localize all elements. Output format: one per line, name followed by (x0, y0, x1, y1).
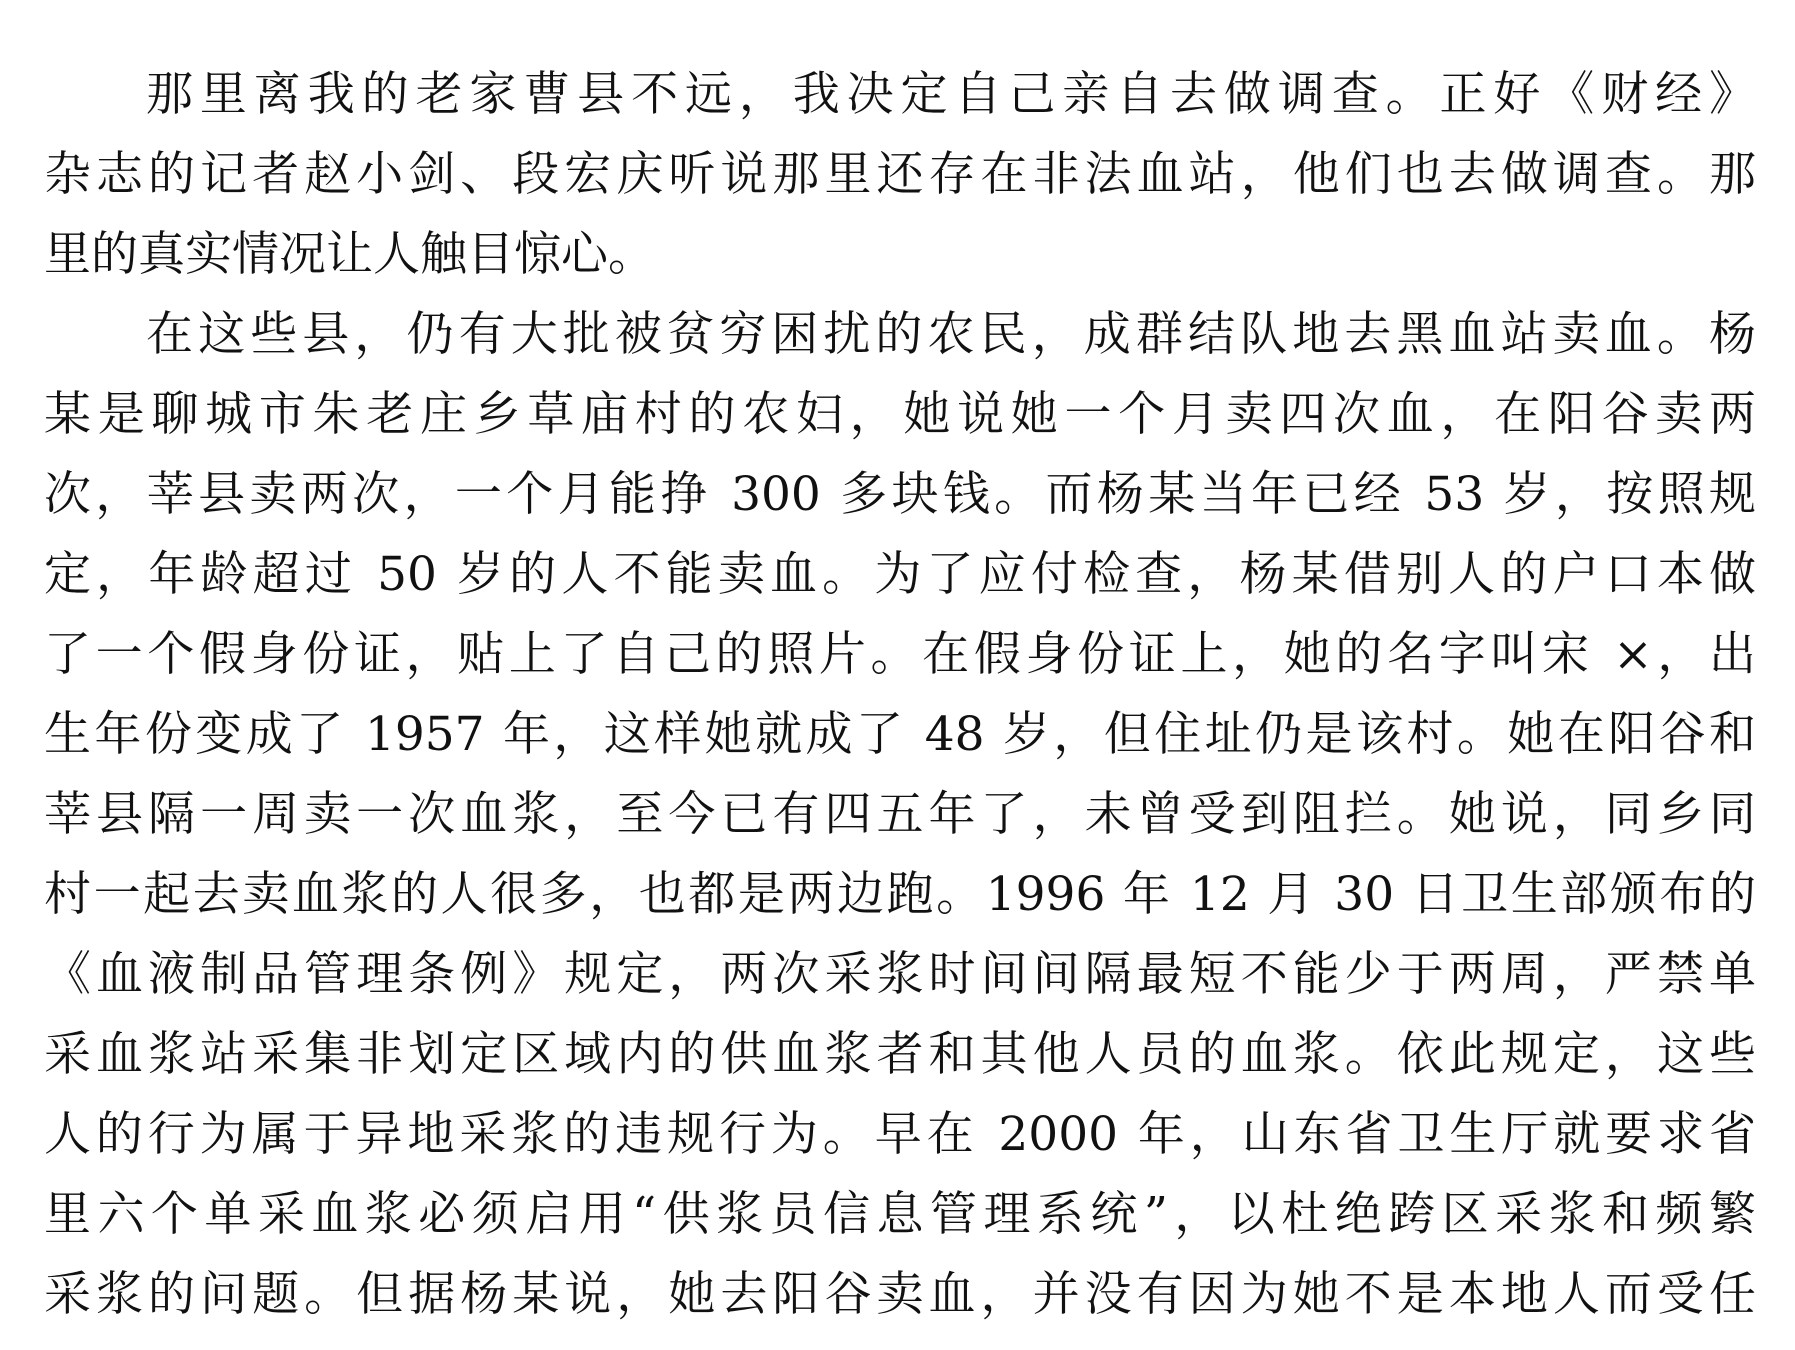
paragraph-1-line-1: 那里离我的老家曹县不远，我决定自己亲自去做调查。正好《财经》 (146, 67, 1756, 122)
paragraph-2-line-6: 生年份变成了 1957 年，这样她就成了 48 岁，但住址仍是该村。她在阳谷和 (44, 707, 1756, 762)
paragraph-2-line-5: 了一个假身份证，贴上了自己的照片。在假身份证上，她的名字叫宋 ×，出 (44, 627, 1756, 682)
paragraph-2-line-4: 定，年龄超过 50 岁的人不能卖血。为了应付检查，杨某借别人的户口本做 (44, 547, 1756, 602)
paragraph-2-line-2: 某是聊城市朱老庄乡草庙村的农妇，她说她一个月卖四次血，在阳谷卖两 (44, 387, 1756, 442)
paragraph-1-line-2: 杂志的记者赵小剑、段宏庆听说那里还存在非法血站，他们也去做调查。那 (44, 147, 1756, 202)
paragraph-2-line-10: 采血浆站采集非划定区域内的供血浆者和其他人员的血浆。依此规定，这些 (44, 1027, 1756, 1082)
paragraph-2-line-7: 莘县隔一周卖一次血浆，至今已有四五年了，未曾受到阻拦。她说，同乡同 (44, 787, 1756, 842)
paragraph-2-line-3: 次，莘县卖两次，一个月能挣 300 多块钱。而杨某当年已经 53 岁，按照规 (44, 467, 1756, 522)
paragraph-2-line-8: 村一起去卖血浆的人很多，也都是两边跑。1996 年 12 月 30 日卫生部颁布的 (44, 867, 1756, 922)
paragraph-2-line-9: 《血液制品管理条例》规定，两次采浆时间间隔最短不能少于两周，严禁单 (44, 947, 1756, 1002)
paragraph-2-line-13: 采浆的问题。但据杨某说，她去阳谷卖血，并没有因为她不是本地人而受任 (44, 1267, 1756, 1322)
paragraph-2-line-1: 在这些县，仍有大批被贫穷困扰的农民，成群结队地去黑血站卖血。杨 (146, 307, 1756, 362)
body-text (44, 55, 1756, 1335)
paragraph-2-line-12: 里六个单采血浆必须启用“供浆员信息管理系统”，以杜绝跨区采浆和频繁 (44, 1187, 1756, 1242)
paragraph-1-line-3: 里的真实情况让人触目惊心。 (44, 227, 655, 282)
paragraph-2-line-11: 人的行为属于异地采浆的违规行为。早在 2000 年，山东省卫生厅就要求省 (44, 1107, 1756, 1162)
